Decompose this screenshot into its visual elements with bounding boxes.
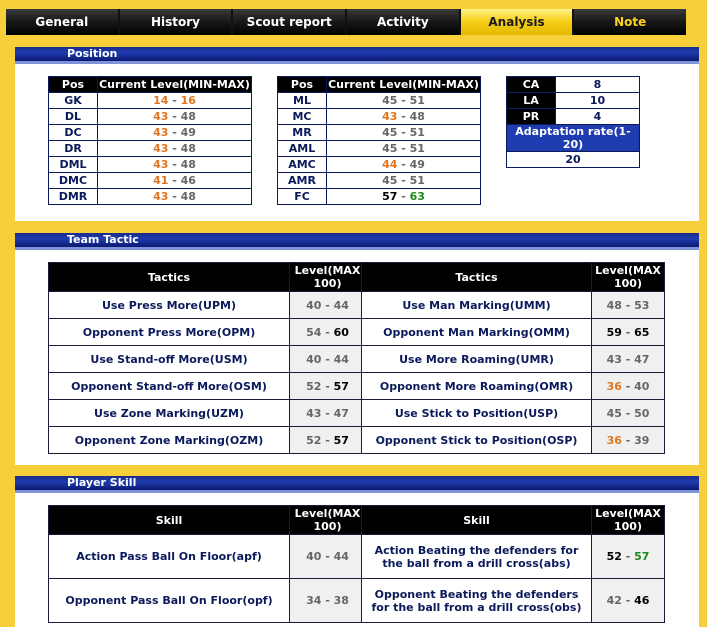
tab-bar bbox=[6, 9, 686, 35]
range-separator: - bbox=[321, 325, 334, 339]
range-separator: - bbox=[621, 352, 635, 366]
col-level: Level(MAX 100) bbox=[592, 263, 665, 292]
range-separator: - bbox=[621, 594, 635, 607]
col-pos: Pos bbox=[49, 77, 98, 93]
position-label: AML bbox=[278, 141, 327, 157]
range-separator: - bbox=[168, 126, 181, 139]
player-skill-panel bbox=[15, 476, 699, 627]
level-max: 65 bbox=[634, 325, 650, 339]
level-range bbox=[592, 535, 665, 579]
position-row bbox=[278, 109, 481, 125]
skill-row bbox=[362, 535, 665, 579]
position-label: AMC bbox=[278, 157, 327, 173]
range-separator: - bbox=[397, 174, 410, 187]
level-max: 47 bbox=[634, 352, 650, 366]
position-label: ML bbox=[278, 93, 327, 109]
tactic-name: Opponent Stand-off More(OSM) bbox=[49, 373, 290, 400]
position-label: DMC bbox=[49, 173, 98, 189]
range-separator: - bbox=[321, 352, 334, 366]
level-max: 48 bbox=[180, 190, 196, 203]
position-label: GK bbox=[49, 93, 98, 109]
col-skill: Skill bbox=[49, 506, 290, 535]
tactic-row bbox=[362, 373, 665, 400]
level-max: 51 bbox=[409, 142, 425, 155]
ability-table bbox=[506, 76, 640, 168]
position-row bbox=[278, 141, 481, 157]
position-row bbox=[49, 125, 252, 141]
range-separator: - bbox=[321, 379, 334, 393]
la-label: LA bbox=[507, 93, 556, 109]
level-range bbox=[592, 292, 665, 319]
position-row bbox=[49, 93, 252, 109]
la-value: 10 bbox=[556, 93, 640, 109]
level-max: 16 bbox=[180, 94, 196, 107]
tactic-row bbox=[362, 319, 665, 346]
range-separator: - bbox=[168, 142, 181, 155]
level-range bbox=[290, 373, 366, 400]
tab-scout-report[interactable]: Scout report bbox=[233, 9, 345, 35]
tab-activity[interactable]: Activity bbox=[347, 9, 459, 35]
position-label: MC bbox=[278, 109, 327, 125]
position-label: DMR bbox=[49, 189, 98, 205]
range-separator: - bbox=[168, 158, 181, 171]
range-separator: - bbox=[397, 126, 410, 139]
tactic-name: Opponent Stick to Position(OSP) bbox=[362, 427, 592, 454]
level-max: 50 bbox=[634, 406, 650, 420]
tactic-name: Opponent More Roaming(OMR) bbox=[362, 373, 592, 400]
skill-row bbox=[49, 579, 366, 623]
level-min: 36 bbox=[606, 379, 622, 393]
position-row bbox=[278, 189, 481, 205]
range-separator: - bbox=[397, 142, 410, 155]
position-label: MR bbox=[278, 125, 327, 141]
level-range bbox=[592, 400, 665, 427]
range-separator: - bbox=[397, 110, 410, 123]
tactic-name: Opponent Press More(OPM) bbox=[49, 319, 290, 346]
position-row bbox=[278, 93, 481, 109]
level-min: 44 bbox=[382, 158, 398, 171]
skill-table-right bbox=[361, 505, 665, 623]
tactic-row bbox=[49, 346, 366, 373]
level-max: 40 bbox=[634, 379, 650, 393]
range-separator: - bbox=[621, 406, 635, 420]
tactics-table-left bbox=[48, 262, 366, 454]
level-min: 59 bbox=[606, 325, 622, 339]
pr-value: 4 bbox=[556, 109, 640, 125]
level-max: 57 bbox=[333, 433, 349, 447]
range-separator: - bbox=[621, 325, 635, 339]
tactic-name: Opponent Man Marking(OMM) bbox=[362, 319, 592, 346]
position-label: FC bbox=[278, 189, 327, 205]
range-separator: - bbox=[168, 190, 181, 203]
level-min: 43 bbox=[153, 110, 169, 123]
level-max: 47 bbox=[333, 406, 349, 420]
level-min: 43 bbox=[153, 142, 169, 155]
level-min: 57 bbox=[382, 190, 398, 203]
level-range bbox=[290, 319, 366, 346]
position-label: DML bbox=[49, 157, 98, 173]
level-max: 51 bbox=[409, 126, 425, 139]
level-range bbox=[290, 427, 366, 454]
level-range bbox=[327, 109, 481, 125]
level-min: 52 bbox=[306, 433, 322, 447]
position-label: DR bbox=[49, 141, 98, 157]
tactic-name: Opponent Zone Marking(OZM) bbox=[49, 427, 290, 454]
ca-label: CA bbox=[507, 77, 556, 93]
position-row bbox=[49, 109, 252, 125]
level-max: 60 bbox=[333, 325, 349, 339]
position-label: AMR bbox=[278, 173, 327, 189]
level-min: 34 bbox=[306, 594, 322, 607]
col-tactics: Tactics bbox=[362, 263, 592, 292]
level-max: 44 bbox=[333, 298, 349, 312]
level-range bbox=[592, 346, 665, 373]
level-max: 57 bbox=[634, 550, 650, 563]
level-range bbox=[98, 125, 252, 141]
level-min: 45 bbox=[382, 142, 398, 155]
tactic-name: Use Stick to Position(USP) bbox=[362, 400, 592, 427]
tactic-name: Use Zone Marking(UZM) bbox=[49, 400, 290, 427]
level-max: 38 bbox=[333, 594, 349, 607]
level-min: 42 bbox=[606, 594, 622, 607]
level-range bbox=[98, 93, 252, 109]
tactics-table-right bbox=[361, 262, 665, 454]
level-max: 48 bbox=[180, 142, 196, 155]
level-min: 43 bbox=[153, 190, 169, 203]
tactic-name: Use Press More(UPM) bbox=[49, 292, 290, 319]
range-separator: - bbox=[621, 433, 635, 447]
position-header: Position bbox=[15, 47, 699, 61]
tactic-name: Use Man Marking(UMM) bbox=[362, 292, 592, 319]
level-min: 40 bbox=[306, 550, 322, 563]
position-table-left bbox=[48, 76, 252, 205]
tab-general[interactable]: General bbox=[6, 9, 118, 35]
level-max: 46 bbox=[634, 594, 650, 607]
level-min: 52 bbox=[606, 550, 622, 563]
tactic-name: Use More Roaming(UMR) bbox=[362, 346, 592, 373]
level-min: 43 bbox=[382, 110, 398, 123]
tactic-row bbox=[49, 400, 366, 427]
level-min: 45 bbox=[382, 126, 398, 139]
level-min: 45 bbox=[382, 174, 398, 187]
col-level: Level(MAX 100) bbox=[290, 263, 366, 292]
level-max: 53 bbox=[634, 298, 650, 312]
level-range bbox=[98, 173, 252, 189]
level-range bbox=[290, 346, 366, 373]
tactic-row bbox=[49, 427, 366, 454]
level-max: 46 bbox=[180, 174, 196, 187]
level-min: 48 bbox=[606, 298, 622, 312]
col-current-level: Current Level(MIN-MAX) bbox=[328, 78, 479, 91]
level-max: 48 bbox=[409, 110, 425, 123]
level-min: 54 bbox=[306, 325, 322, 339]
position-table-right bbox=[277, 76, 481, 205]
level-min: 41 bbox=[153, 174, 169, 187]
position-row bbox=[49, 157, 252, 173]
skill-name: Action Beating the defenders for the ball from a drill cross(abs) bbox=[362, 535, 592, 579]
level-range bbox=[98, 157, 252, 173]
range-separator: - bbox=[321, 594, 334, 607]
skill-name: Action Pass Ball On Floor(apf) bbox=[49, 535, 290, 579]
team-tactic-panel bbox=[15, 233, 699, 465]
position-row bbox=[49, 189, 252, 205]
level-max: 39 bbox=[634, 433, 650, 447]
level-max: 44 bbox=[333, 352, 349, 366]
level-max: 63 bbox=[409, 190, 425, 203]
level-min: 45 bbox=[382, 94, 398, 107]
col-tactics: Tactics bbox=[49, 263, 290, 292]
range-separator: - bbox=[621, 298, 635, 312]
level-min: 43 bbox=[153, 126, 169, 139]
tab-analysis[interactable]: Analysis bbox=[461, 9, 573, 35]
level-min: 14 bbox=[153, 94, 169, 107]
level-range bbox=[592, 579, 665, 623]
col-level: Level(MAX 100) bbox=[592, 506, 665, 535]
level-range bbox=[592, 319, 665, 346]
skill-row bbox=[362, 579, 665, 623]
level-max: 57 bbox=[333, 379, 349, 393]
level-min: 52 bbox=[306, 379, 322, 393]
level-min: 43 bbox=[606, 352, 622, 366]
level-min: 40 bbox=[306, 298, 322, 312]
position-row bbox=[278, 125, 481, 141]
range-separator: - bbox=[168, 174, 181, 187]
range-separator: - bbox=[397, 190, 410, 203]
range-separator: - bbox=[321, 298, 334, 312]
position-row bbox=[49, 141, 252, 157]
position-row bbox=[49, 173, 252, 189]
level-min: 36 bbox=[606, 433, 622, 447]
range-separator: - bbox=[621, 550, 635, 563]
position-panel bbox=[15, 47, 699, 221]
tactic-row bbox=[362, 292, 665, 319]
level-range bbox=[290, 579, 366, 623]
skill-table-left bbox=[48, 505, 366, 623]
team-tactic-header: Team Tactic bbox=[15, 233, 699, 247]
position-label: DC bbox=[49, 125, 98, 141]
level-range bbox=[290, 292, 366, 319]
level-range bbox=[290, 535, 366, 579]
position-row bbox=[278, 157, 481, 173]
range-separator: - bbox=[321, 406, 334, 420]
adaptation-rate-label: Adaptation rate(1-20) bbox=[507, 125, 640, 152]
level-max: 49 bbox=[180, 126, 196, 139]
level-max: 51 bbox=[409, 94, 425, 107]
level-range bbox=[327, 157, 481, 173]
tab-history[interactable]: History bbox=[120, 9, 232, 35]
level-range bbox=[327, 189, 481, 205]
tab-note[interactable]: Note bbox=[574, 9, 686, 35]
tactic-row bbox=[49, 319, 366, 346]
col-skill: Skill bbox=[362, 506, 592, 535]
tactic-row bbox=[362, 427, 665, 454]
level-range bbox=[592, 427, 665, 454]
level-range bbox=[327, 141, 481, 157]
level-range bbox=[98, 141, 252, 157]
tactic-name: Use Stand-off More(USM) bbox=[49, 346, 290, 373]
position-row bbox=[278, 173, 481, 189]
level-max: 49 bbox=[409, 158, 425, 171]
level-max: 44 bbox=[333, 550, 349, 563]
range-separator: - bbox=[397, 94, 410, 107]
level-range bbox=[290, 400, 366, 427]
level-min: 43 bbox=[306, 406, 322, 420]
range-separator: - bbox=[397, 158, 410, 171]
level-range bbox=[327, 93, 481, 109]
level-max: 48 bbox=[180, 158, 196, 171]
position-label: DL bbox=[49, 109, 98, 125]
level-min: 45 bbox=[606, 406, 622, 420]
tactic-row bbox=[362, 400, 665, 427]
level-max: 51 bbox=[409, 174, 425, 187]
level-range bbox=[98, 189, 252, 205]
level-min: 40 bbox=[306, 352, 322, 366]
level-range bbox=[592, 373, 665, 400]
range-separator: - bbox=[168, 110, 181, 123]
tactic-row bbox=[49, 292, 366, 319]
pr-label: PR bbox=[507, 109, 556, 125]
skill-name: Opponent Beating the defenders for the ball from a drill cross(obs) bbox=[362, 579, 592, 623]
tactic-row bbox=[362, 346, 665, 373]
range-separator: - bbox=[621, 379, 635, 393]
level-min: 43 bbox=[153, 158, 169, 171]
range-separator: - bbox=[321, 433, 334, 447]
skill-row bbox=[49, 535, 366, 579]
col-pos: Pos bbox=[278, 77, 327, 93]
ca-value: 8 bbox=[556, 77, 640, 93]
col-level: Level(MAX 100) bbox=[290, 506, 366, 535]
level-range bbox=[327, 125, 481, 141]
level-max: 48 bbox=[180, 110, 196, 123]
skill-name: Opponent Pass Ball On Floor(opf) bbox=[49, 579, 290, 623]
adaptation-rate-value: 20 bbox=[507, 152, 640, 168]
range-separator: - bbox=[321, 550, 334, 563]
level-range bbox=[327, 173, 481, 189]
player-skill-header: Player Skill bbox=[15, 476, 699, 490]
tactic-row bbox=[49, 373, 366, 400]
range-separator: - bbox=[168, 94, 181, 107]
level-range bbox=[98, 109, 252, 125]
col-current-level: Current Level(MIN-MAX) bbox=[99, 78, 250, 91]
